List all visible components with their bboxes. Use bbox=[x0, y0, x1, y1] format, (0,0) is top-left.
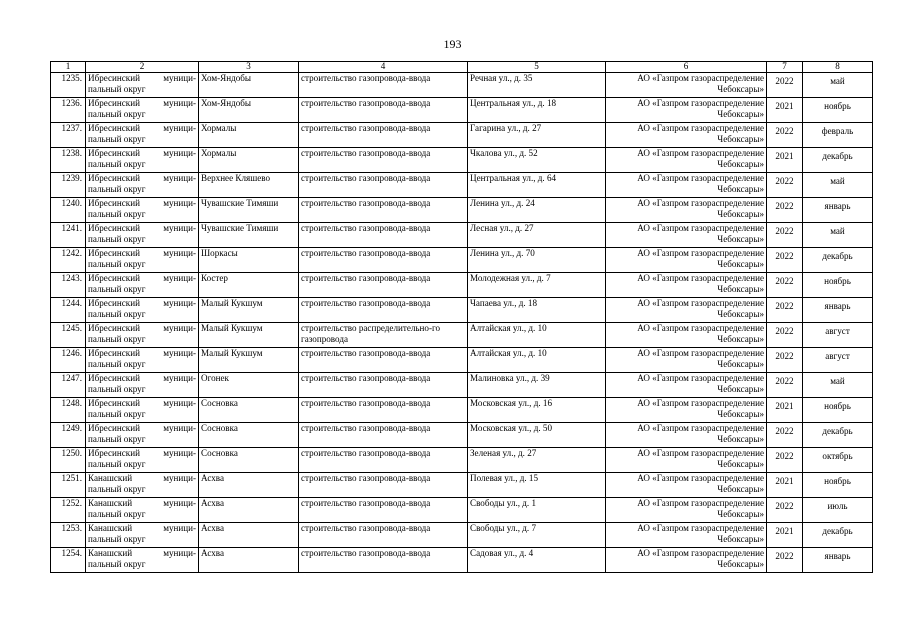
work-type-cell: строительство газопровода-ввода bbox=[299, 348, 468, 373]
work-type-cell: строительство газопровода-ввода bbox=[299, 298, 468, 323]
row-number-cell: 1253. bbox=[51, 523, 86, 548]
row-number-cell: 1235. bbox=[51, 73, 86, 98]
year-cell: 2022 bbox=[767, 373, 803, 398]
month-cell: декабрь bbox=[803, 423, 873, 448]
settlement-cell: Сосновка bbox=[199, 448, 299, 473]
settlement-cell: Огонек bbox=[199, 373, 299, 398]
organization-cell: АО «Газпром газораспределение Чебоксары» bbox=[606, 323, 767, 348]
table-row bbox=[51, 123, 873, 148]
settlement-cell: Асхва bbox=[199, 473, 299, 498]
address-cell: Свободы ул., д. 7 bbox=[468, 523, 606, 548]
municipality-cell: Ибресинский муници-пальный округ bbox=[86, 123, 199, 148]
address-cell: Полевая ул., д. 15 bbox=[468, 473, 606, 498]
organization-cell: АО «Газпром газораспределение Чебоксары» bbox=[606, 448, 767, 473]
table-body bbox=[51, 73, 873, 573]
month-cell: май bbox=[803, 373, 873, 398]
work-type-cell: строительство газопровода-ввода bbox=[299, 273, 468, 298]
work-type-cell: строительство газопровода-ввода bbox=[299, 448, 468, 473]
organization-cell: АО «Газпром газораспределение Чебоксары» bbox=[606, 98, 767, 123]
work-type-cell: строительство газопровода-ввода bbox=[299, 373, 468, 398]
row-number-cell: 1248. bbox=[51, 398, 86, 423]
work-type-cell: строительство газопровода-ввода bbox=[299, 423, 468, 448]
work-type-cell: строительство газопровода-ввода bbox=[299, 148, 468, 173]
work-type-cell: строительство газопровода-ввода bbox=[299, 548, 468, 573]
column-header: 6 bbox=[606, 62, 767, 73]
organization-cell: АО «Газпром газораспределение Чебоксары» bbox=[606, 498, 767, 523]
address-cell: Лесная ул., д. 27 bbox=[468, 223, 606, 248]
organization-cell: АО «Газпром газораспределение Чебоксары» bbox=[606, 248, 767, 273]
work-type-cell: строительство распределительно-го газопровода bbox=[299, 323, 468, 348]
row-number-cell: 1249. bbox=[51, 423, 86, 448]
table-row bbox=[51, 198, 873, 223]
year-cell: 2021 bbox=[767, 473, 803, 498]
organization-cell: АО «Газпром газораспределение Чебоксары» bbox=[606, 473, 767, 498]
month-cell: ноябрь bbox=[803, 473, 873, 498]
settlement-cell: Шоркасы bbox=[199, 248, 299, 273]
month-cell: ноябрь bbox=[803, 98, 873, 123]
address-cell: Московская ул., д. 16 bbox=[468, 398, 606, 423]
row-number-cell: 1252. bbox=[51, 498, 86, 523]
organization-cell: АО «Газпром газораспределение Чебоксары» bbox=[606, 223, 767, 248]
organization-cell: АО «Газпром газораспределение Чебоксары» bbox=[606, 548, 767, 573]
work-type-cell: строительство газопровода-ввода bbox=[299, 398, 468, 423]
municipality-cell: Ибресинский муници-пальный округ bbox=[86, 148, 199, 173]
organization-cell: АО «Газпром газораспределение Чебоксары» bbox=[606, 173, 767, 198]
work-type-cell: строительство газопровода-ввода bbox=[299, 523, 468, 548]
work-type-cell: строительство газопровода-ввода bbox=[299, 198, 468, 223]
row-number-cell: 1247. bbox=[51, 373, 86, 398]
year-cell: 2022 bbox=[767, 173, 803, 198]
settlement-cell: Сосновка bbox=[199, 423, 299, 448]
work-type-cell: строительство газопровода-ввода bbox=[299, 98, 468, 123]
year-cell: 2022 bbox=[767, 323, 803, 348]
row-number-cell: 1237. bbox=[51, 123, 86, 148]
municipality-cell: Ибресинский муници-пальный округ bbox=[86, 298, 199, 323]
settlement-cell: Малый Кукшум bbox=[199, 298, 299, 323]
address-cell: Садовая ул., д. 4 bbox=[468, 548, 606, 573]
year-cell: 2022 bbox=[767, 223, 803, 248]
organization-cell: АО «Газпром газораспределение Чебоксары» bbox=[606, 273, 767, 298]
gas-pipeline-table bbox=[50, 61, 873, 573]
table-row bbox=[51, 348, 873, 373]
municipality-cell: Ибресинский муници-пальный округ bbox=[86, 348, 199, 373]
header-row bbox=[51, 62, 873, 73]
table-row bbox=[51, 448, 873, 473]
municipality-cell: Ибресинский муници-пальный округ bbox=[86, 173, 199, 198]
table-row bbox=[51, 323, 873, 348]
organization-cell: АО «Газпром газораспределение Чебоксары» bbox=[606, 398, 767, 423]
year-cell: 2022 bbox=[767, 348, 803, 373]
settlement-cell: Малый Кукшум bbox=[199, 323, 299, 348]
row-number-cell: 1240. bbox=[51, 198, 86, 223]
settlement-cell: Асхва bbox=[199, 548, 299, 573]
address-cell: Центральная ул., д. 18 bbox=[468, 98, 606, 123]
month-cell: февраль bbox=[803, 123, 873, 148]
address-cell: Алтайская ул., д. 10 bbox=[468, 348, 606, 373]
column-header: 5 bbox=[468, 62, 606, 73]
table-row bbox=[51, 173, 873, 198]
address-cell: Зеленая ул., д. 27 bbox=[468, 448, 606, 473]
column-header: 4 bbox=[299, 62, 468, 73]
organization-cell: АО «Газпром газораспределение Чебоксары» bbox=[606, 73, 767, 98]
settlement-cell: Асхва bbox=[199, 523, 299, 548]
table-row bbox=[51, 398, 873, 423]
municipality-cell: Ибресинский муници-пальный округ bbox=[86, 373, 199, 398]
address-cell: Московская ул., д. 50 bbox=[468, 423, 606, 448]
table-row bbox=[51, 548, 873, 573]
organization-cell: АО «Газпром газораспределение Чебоксары» bbox=[606, 523, 767, 548]
municipality-cell: Ибресинский муници-пальный округ bbox=[86, 198, 199, 223]
settlement-cell: Хом-Яндобы bbox=[199, 98, 299, 123]
municipality-cell: Ибресинский муници-пальный округ bbox=[86, 423, 199, 448]
municipality-cell: Ибресинский муници-пальный округ bbox=[86, 98, 199, 123]
settlement-cell: Чувашские Тимяши bbox=[199, 198, 299, 223]
month-cell: октябрь bbox=[803, 448, 873, 473]
year-cell: 2022 bbox=[767, 448, 803, 473]
municipality-cell: Ибресинский муници-пальный округ bbox=[86, 223, 199, 248]
row-number-cell: 1246. bbox=[51, 348, 86, 373]
work-type-cell: строительство газопровода-ввода bbox=[299, 173, 468, 198]
address-cell: Малиновка ул., д. 39 bbox=[468, 373, 606, 398]
table-row bbox=[51, 298, 873, 323]
organization-cell: АО «Газпром газораспределение Чебоксары» bbox=[606, 423, 767, 448]
row-number-cell: 1236. bbox=[51, 98, 86, 123]
month-cell: май bbox=[803, 173, 873, 198]
municipality-cell: Канашский муници-пальный округ bbox=[86, 523, 199, 548]
address-cell: Речная ул., д. 35 bbox=[468, 73, 606, 98]
row-number-cell: 1251. bbox=[51, 473, 86, 498]
settlement-cell: Хормалы bbox=[199, 148, 299, 173]
municipality-cell: Канашский муници-пальный округ bbox=[86, 548, 199, 573]
table-row bbox=[51, 98, 873, 123]
address-cell: Свободы ул., д. 1 bbox=[468, 498, 606, 523]
year-cell: 2021 bbox=[767, 398, 803, 423]
organization-cell: АО «Газпром газораспределение Чебоксары» bbox=[606, 198, 767, 223]
row-number-cell: 1243. bbox=[51, 273, 86, 298]
settlement-cell: Хом-Яндобы bbox=[199, 73, 299, 98]
month-cell: январь bbox=[803, 198, 873, 223]
organization-cell: АО «Газпром газораспределение Чебоксары» bbox=[606, 148, 767, 173]
month-cell: август bbox=[803, 348, 873, 373]
table-row bbox=[51, 498, 873, 523]
row-number-cell: 1245. bbox=[51, 323, 86, 348]
month-cell: июль bbox=[803, 498, 873, 523]
work-type-cell: строительство газопровода-ввода bbox=[299, 473, 468, 498]
address-cell: Чапаева ул., д. 18 bbox=[468, 298, 606, 323]
month-cell: декабрь bbox=[803, 248, 873, 273]
work-type-cell: строительство газопровода-ввода bbox=[299, 498, 468, 523]
year-cell: 2022 bbox=[767, 73, 803, 98]
table-row bbox=[51, 523, 873, 548]
year-cell: 2022 bbox=[767, 248, 803, 273]
row-number-cell: 1241. bbox=[51, 223, 86, 248]
municipality-cell: Канашский муници-пальный округ bbox=[86, 498, 199, 523]
row-number-cell: 1238. bbox=[51, 148, 86, 173]
organization-cell: АО «Газпром газораспределение Чебоксары» bbox=[606, 373, 767, 398]
month-cell: декабрь bbox=[803, 523, 873, 548]
table-row bbox=[51, 223, 873, 248]
work-type-cell: строительство газопровода-ввода bbox=[299, 248, 468, 273]
year-cell: 2021 bbox=[767, 98, 803, 123]
address-cell: Молодежная ул., д. 7 bbox=[468, 273, 606, 298]
column-header: 1 bbox=[51, 62, 86, 73]
organization-cell: АО «Газпром газораспределение Чебоксары» bbox=[606, 123, 767, 148]
column-header: 3 bbox=[199, 62, 299, 73]
year-cell: 2022 bbox=[767, 273, 803, 298]
year-cell: 2022 bbox=[767, 298, 803, 323]
work-type-cell: строительство газопровода-ввода bbox=[299, 123, 468, 148]
month-cell: май bbox=[803, 73, 873, 98]
settlement-cell: Хормалы bbox=[199, 123, 299, 148]
row-number-cell: 1250. bbox=[51, 448, 86, 473]
year-cell: 2021 bbox=[767, 148, 803, 173]
year-cell: 2022 bbox=[767, 123, 803, 148]
year-cell: 2022 bbox=[767, 198, 803, 223]
table-row bbox=[51, 248, 873, 273]
address-cell: Гагарина ул., д. 27 bbox=[468, 123, 606, 148]
address-cell: Ленина ул., д. 70 bbox=[468, 248, 606, 273]
month-cell: ноябрь bbox=[803, 273, 873, 298]
settlement-cell: Верхнее Кляшево bbox=[199, 173, 299, 198]
settlement-cell: Сосновка bbox=[199, 398, 299, 423]
month-cell: декабрь bbox=[803, 148, 873, 173]
month-cell: август bbox=[803, 323, 873, 348]
settlement-cell: Асхва bbox=[199, 498, 299, 523]
table-row bbox=[51, 423, 873, 448]
table-row bbox=[51, 273, 873, 298]
address-cell: Чкалова ул., д. 52 bbox=[468, 148, 606, 173]
municipality-cell: Ибресинский муници-пальный округ bbox=[86, 398, 199, 423]
year-cell: 2021 bbox=[767, 523, 803, 548]
row-number-cell: 1244. bbox=[51, 298, 86, 323]
month-cell: ноябрь bbox=[803, 398, 873, 423]
settlement-cell: Малый Кукшум bbox=[199, 348, 299, 373]
settlement-cell: Костер bbox=[199, 273, 299, 298]
column-header: 2 bbox=[86, 62, 199, 73]
year-cell: 2022 bbox=[767, 498, 803, 523]
municipality-cell: Ибресинский муници-пальный округ bbox=[86, 73, 199, 98]
row-number-cell: 1254. bbox=[51, 548, 86, 573]
municipality-cell: Ибресинский муници-пальный округ bbox=[86, 273, 199, 298]
settlement-cell: Чувашские Тимяши bbox=[199, 223, 299, 248]
table-row bbox=[51, 373, 873, 398]
page-number: 193 bbox=[443, 37, 462, 51]
address-cell: Центральная ул., д. 64 bbox=[468, 173, 606, 198]
table-row bbox=[51, 148, 873, 173]
column-header: 7 bbox=[767, 62, 803, 73]
municipality-cell: Ибресинский муници-пальный округ bbox=[86, 248, 199, 273]
work-type-cell: строительство газопровода-ввода bbox=[299, 73, 468, 98]
address-cell: Ленина ул., д. 24 bbox=[468, 198, 606, 223]
table-row bbox=[51, 473, 873, 498]
table-row bbox=[51, 73, 873, 98]
month-cell: январь bbox=[803, 298, 873, 323]
municipality-cell: Ибресинский муници-пальный округ bbox=[86, 323, 199, 348]
organization-cell: АО «Газпром газораспределение Чебоксары» bbox=[606, 298, 767, 323]
work-type-cell: строительство газопровода-ввода bbox=[299, 223, 468, 248]
organization-cell: АО «Газпром газораспределение Чебоксары» bbox=[606, 348, 767, 373]
year-cell: 2022 bbox=[767, 548, 803, 573]
month-cell: январь bbox=[803, 548, 873, 573]
municipality-cell: Ибресинский муници-пальный округ bbox=[86, 448, 199, 473]
column-header: 8 bbox=[803, 62, 873, 73]
month-cell: май bbox=[803, 223, 873, 248]
row-number-cell: 1239. bbox=[51, 173, 86, 198]
municipality-cell: Канашский муници-пальный округ bbox=[86, 473, 199, 498]
year-cell: 2022 bbox=[767, 423, 803, 448]
row-number-cell: 1242. bbox=[51, 248, 86, 273]
address-cell: Алтайская ул., д. 10 bbox=[468, 323, 606, 348]
